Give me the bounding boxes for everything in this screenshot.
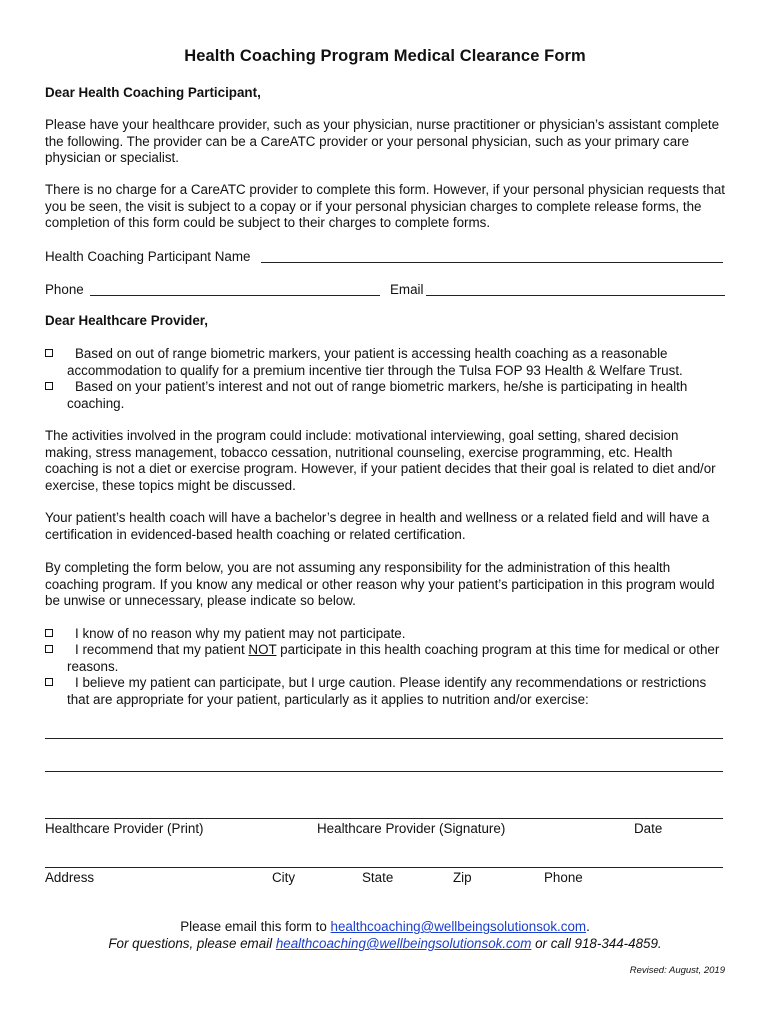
eligibility-option-1 [45, 346, 725, 379]
questions-post: or call 918-344-4859. [531, 936, 662, 951]
email-link[interactable]: healthcoaching@wellbeingsolutionsok.com [330, 919, 587, 934]
address-line[interactable] [45, 867, 723, 868]
eligibility-option-2 [45, 379, 725, 412]
clearance-option-2 [45, 642, 725, 675]
not-emphasis: NOT [248, 642, 277, 657]
clearance-checkbox-1[interactable] [45, 629, 53, 637]
coach-paragraph: Your patient’s health coach will have a bachelor’s degree in health and wellness or a related field and will have a certification in evidenced-based health coaching or related certification. [45, 510, 710, 542]
intro-paragraph-1: Please have your healthcare provider, such as your physician, nurse practitioner or physician’s assistant complete the following. The provider can be a CareATC provider or your personal physician, such as your primary care physician or specialist. [45, 117, 720, 165]
participant-name-row [45, 247, 725, 265]
clearance-option-1 [45, 626, 725, 643]
clearance-option-3-text: I believe my patient can participate, but I urge caution. Please identify any recommendations or restrictions that are appropriate for your patient, particularly as it applies to nutrition and/or exercise: [67, 675, 707, 707]
eligibility-option-1-text: Based on out of range biometric markers, your patient is accessing health coaching as a reasonable accommodation to qualify for a premium incentive tier through the Tulsa FOP 93 Health & Welfare Trust. [67, 346, 683, 378]
page-title: Health Coaching Program Medical Clearance Form [184, 47, 586, 65]
questions-pre: For questions, please email [108, 936, 276, 951]
phone-label-provider: Phone [544, 870, 583, 885]
activities-paragraph: The activities involved in the program could include: motivational interviewing, goal setting, shared decision making, stress management, tobacco cessation, nutritional counseling, exercise programming, etc. Health coaching is not a diet or exercise program. However, if your patient decides that their goal is related to diet and/or exercise, these topics might be discussed. [45, 428, 716, 493]
clearance-option-3 [45, 675, 725, 708]
signature-line[interactable] [45, 818, 723, 819]
email-instruction [45, 918, 725, 935]
clearance-checkbox-3[interactable] [45, 678, 53, 686]
contact-row [45, 280, 725, 298]
questions-line [45, 935, 725, 952]
eligibility-checkbox-2[interactable] [45, 382, 53, 390]
revised-date: Revised: August, 2019 [629, 965, 725, 976]
participant-name-label: Health Coaching Participant Name [45, 249, 251, 264]
eligibility-option-2-text: Based on your patient’s interest and not out of range biometric markers, he/she is participating in health coaching. [67, 379, 688, 411]
state-label: State [362, 870, 394, 885]
email-instruction-post: . [586, 919, 590, 934]
address-label: Address [45, 870, 95, 885]
email-instruction-pre: Please email this form to [180, 919, 331, 934]
clearance-option-2-text [67, 642, 725, 675]
clearance-checkbox-2[interactable] [45, 645, 53, 653]
questions-email-link[interactable]: healthcoaching@wellbeingsolutionsok.com [275, 936, 532, 951]
clearance-option-1-text: I know of no reason why my patient may not participate. [75, 626, 406, 641]
zip-label: Zip [453, 870, 472, 885]
clearance-option-2-post: participate in this health coaching program at this time for medical or other reasons. [67, 642, 720, 674]
eligibility-checkbox-1[interactable] [45, 349, 53, 357]
city-label: City [272, 870, 296, 885]
clearance-option-2-pre: I recommend that my patient [75, 642, 249, 657]
participant-greeting: Dear Health Coaching Participant, [45, 85, 261, 100]
email-label: Email [390, 282, 424, 297]
provider-signature-label: Healthcare Provider (Signature) [317, 821, 506, 836]
phone-field[interactable] [90, 295, 380, 296]
participant-name-field[interactable] [261, 262, 723, 263]
recommendation-line-2[interactable] [45, 771, 723, 772]
responsibility-paragraph: By completing the form below, you are not assuming any responsibility for the administration of this health coaching program. If you know any medical or other reason why your patient’s participation in this program would be unwise or unnecessary, please indicate so below. [45, 560, 715, 608]
email-field[interactable] [426, 295, 725, 296]
provider-print-label: Healthcare Provider (Print) [45, 821, 204, 836]
intro-paragraph-2: There is no charge for a CareATC provider to complete this form. However, if your personal physician requests that you be seen, the visit is subject to a copay or if your personal physician charges to complete release forms, the completion of this form could be subject to their charges to complete forms. [45, 182, 726, 230]
date-label: Date [634, 821, 663, 836]
recommendation-line-1[interactable] [45, 738, 723, 739]
phone-label: Phone [45, 282, 84, 297]
provider-greeting: Dear Healthcare Provider, [45, 313, 209, 328]
